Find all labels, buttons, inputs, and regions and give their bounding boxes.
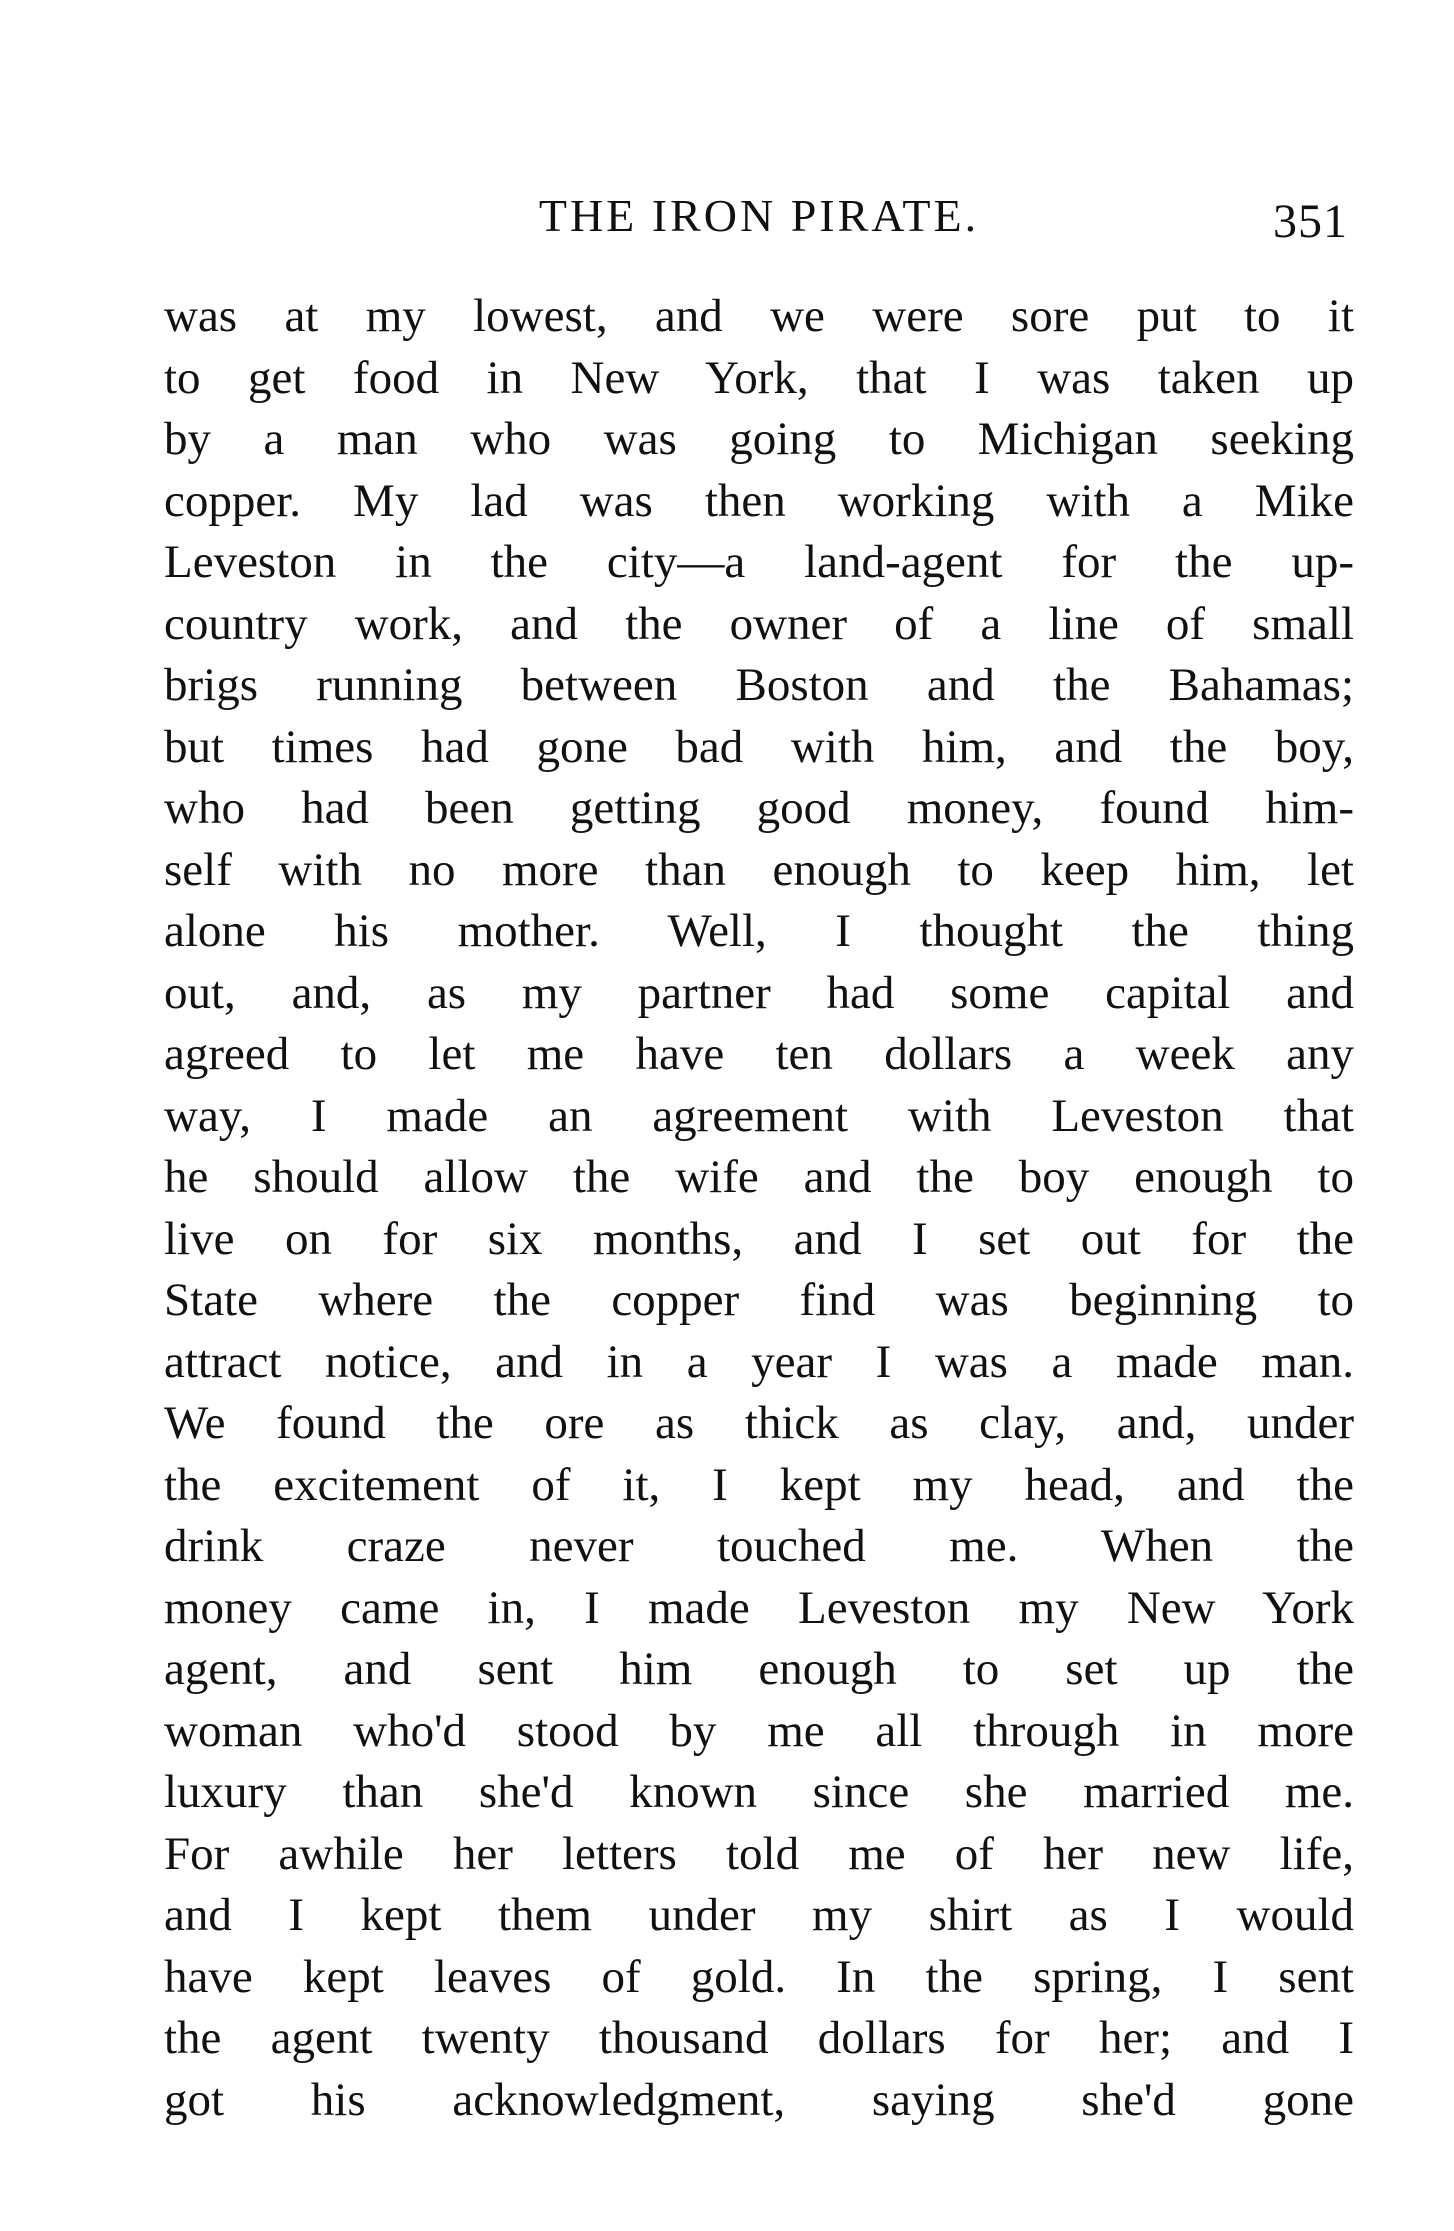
text-line: live on for six months, and I set out for the — [164, 1212, 1354, 1265]
text-line: country work, and the owner of a line of small — [164, 597, 1354, 650]
text-line: For awhile her letters told me of her new life, — [164, 1827, 1354, 1880]
text-line: luxury than she'd known since she married me. — [164, 1766, 1354, 1818]
text-line: agreed to let me have ten dollars a week any — [164, 1028, 1354, 1080]
text-line: way, I made an agreement with Leveston that — [164, 1089, 1354, 1142]
text-line: attract notice, and in a year I was a made man. — [164, 1335, 1354, 1388]
running-head — [164, 186, 1354, 246]
text-line: the agent twenty thousand dollars for her; and I — [164, 2012, 1354, 2064]
text-line: who had been getting good money, found him- — [164, 782, 1354, 834]
text-line: brigs running between Boston and the Bahamas; — [164, 659, 1354, 711]
text-line: We found the ore as thick as clay, and, under — [164, 1397, 1354, 1449]
text-line: was at my lowest, and we were sore put to it — [164, 290, 1354, 342]
running-title: THE IRON PIRATE. — [538, 190, 980, 241]
text-line: but times had gone bad with him, and the boy, — [164, 720, 1354, 773]
page-number: 351 — [1273, 195, 1348, 248]
text-line: State where the copper find was beginning to — [164, 1274, 1354, 1326]
text-line: by a man who was going to Michigan seeking — [164, 413, 1354, 465]
text-line: to get food in New York, that I was taken up — [164, 351, 1354, 404]
text-line: money came in, I made Leveston my New York — [164, 1581, 1354, 1634]
text-line: self with no more than enough to keep him, let — [164, 843, 1354, 896]
text-line: he should allow the wife and the boy enough to — [164, 1151, 1354, 1203]
text-line: drink craze never touched me. When the — [164, 1520, 1354, 1572]
body-text — [164, 286, 1354, 2131]
text-line: have kept leaves of gold. In the spring, I sent — [164, 1950, 1354, 2003]
text-line: out, and, as my partner had some capital and — [164, 966, 1354, 1019]
text-line: and I kept them under my shirt as I would — [164, 1889, 1354, 1941]
text-line: alone his mother. Well, I thought the thing — [164, 905, 1354, 957]
text-line: agent, and sent him enough to set up the — [164, 1643, 1354, 1695]
text-line: the excitement of it, I kept my head, and the — [164, 1458, 1354, 1511]
text-line: copper. My lad was then working with a Mike — [164, 474, 1354, 527]
text-line: Leveston in the city—a land-agent for the up- — [164, 536, 1354, 588]
text-line: woman who'd stood by me all through in more — [164, 1704, 1354, 1757]
text-line: got his acknowledgment, saying she'd gone — [164, 2073, 1354, 2126]
